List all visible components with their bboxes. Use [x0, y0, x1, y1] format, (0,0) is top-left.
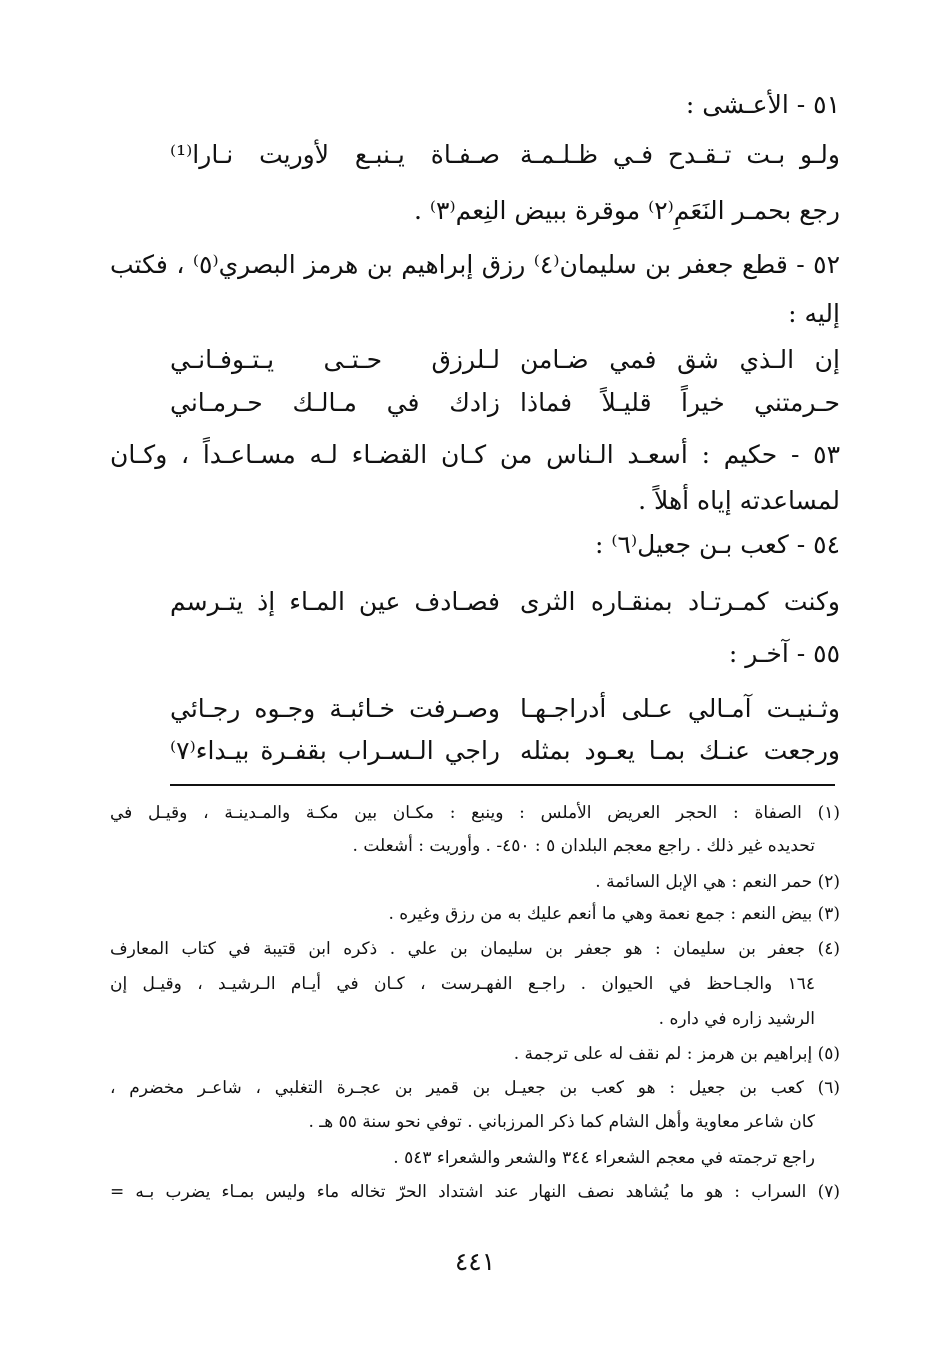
entry-53-line-2: لمساعدته إياه أهلاً . [638, 486, 840, 515]
verse-hemistich-second: لـلرزق حـتـى يـتـوفـانـي [170, 345, 500, 374]
entry-52-verse-2 [140, 386, 840, 420]
entry-54-verse-1 [140, 585, 840, 619]
footnote-2: (٢) حمر النعم : هي الإبل السائمة . [595, 872, 840, 892]
verse-hemistich-second: زادك في مـالـك حـرمـاني [170, 388, 500, 417]
verse-hemistich-first: إن الـذي شق فمي ضـامن [520, 345, 840, 374]
footnote-6-line-3: راجع ترجمته في معجم الشعراء ٣٤٤ والشعر والشعراء ٥٤٣ . [393, 1148, 815, 1168]
entry-51-verse-1 [140, 138, 840, 172]
footnote-6-line-2: كان شاعر معاوية وأهل الشام كما ذكر المرزباني . توفي نحو سنة ٥٥ هـ . [308, 1112, 815, 1132]
footnote-5: (٥) إبراهيم بن هرمز : لم نقف له على ترجمة . [513, 1044, 840, 1064]
entry-52-line-1: ٥٢ - قطع جعفر بن سليمان⁽٤⁾ رزق إبراهيم بن هرمز البصري⁽٥⁾ ، فكتب [110, 250, 840, 279]
verse-hemistich-second: فصـادف عين المـاء إذ يتـرسم [170, 587, 500, 616]
entry-55-verse-1 [140, 692, 840, 726]
entry-51-heading: ٥١ - الأعـشى : [685, 90, 840, 119]
footnote-1-line-2: تحديده غير ذلك . راجع معجم البلدان ٥ : ٤٥٠- . وأوريت : أشعلت . [352, 836, 815, 856]
entry-54-heading: ٥٤ - كعب بـن جعيل⁽٦⁾ : [594, 530, 840, 559]
footnote-4-line-3: الرشيد زاره في داره . [658, 1009, 815, 1029]
verse-hemistich-first: وكنت كمـرتـاد بمنقـاره الثرى [520, 587, 840, 616]
entry-55-verse-2 [140, 734, 840, 768]
verse-hemistich-first: ورجعت عنـك بمـا يعـود بمثله [520, 736, 840, 765]
entry-52-line-2: إليه : [788, 299, 840, 328]
entry-55-heading: ٥٥ - آخـر : [728, 639, 840, 668]
footnote-3: (٣) بيض النعم : جمع نعمة وهي ما أنعم عليك به من رزق وغيره . [388, 904, 840, 924]
entry-53-line-1: ٥٣ - حكيم : أسعـد الـناس من كـان القضـاء لـه مسـاعـداً ، وكـان [110, 440, 840, 469]
footnote-6-line-1: (٦) كعب بن جعيل : هو كعب بن جعيـل بن قمير بن عجـرة التغلبي ، شاعـر مخضرم ، [110, 1078, 840, 1098]
footnote-divider [170, 784, 835, 786]
footnote-4-line-1: (٤) جعفر بن سليمان : هو جعفر بن سليمان بن علي . ذكره ابن قتيبة في كتاب المعارف [110, 939, 840, 959]
footnote-7: (٧) السراب : هو ما يُشاهد نصف النهار عند اشتداد الحرّ تخاله ماء وليس بمـاء يضرب بـه = [110, 1182, 840, 1202]
verse-hemistich-first: وثـنيـت آمـالي عـلى أدراجـهـا [520, 694, 840, 723]
entry-52-verse-1 [140, 343, 840, 377]
verse-hemistich-first: ولـو بـت تـقـدح فـي ظـلـمـة [520, 140, 840, 169]
page-number: ٤٤١ [454, 1247, 496, 1276]
verse-hemistich-second: وصـرفت خـائبـة وجـوه رجـائي [170, 694, 500, 723]
verse-hemistich-second: صـفـاة يـنبـع لأوريت نـارا⁽¹⁾ [170, 140, 500, 169]
verse-hemistich-first: حـرمتني خيراً قليـلاً فماذا [520, 388, 840, 417]
footnote-4-line-2: ١٦٤ والجـاحظ في الحيوان . راجـع الفهـرست ، كـان في أيـام الـرشيـد ، وقيـل إن [110, 974, 815, 994]
entry-51-prose: رجع بحمـر النَعَمِ⁽٢⁾ موقرة ببيض النِعم⁽٣⁾ . [413, 196, 840, 225]
verse-hemistich-second: راجي الـسـراب بقفـرة بيـداء⁽٧⁾ [170, 736, 500, 765]
footnote-1-line-1: (١) الصفاة : الحجر العريض الأملس : وينبع : مكـان بين مكـة والمـدينـة ، وقيـل في [110, 803, 840, 823]
